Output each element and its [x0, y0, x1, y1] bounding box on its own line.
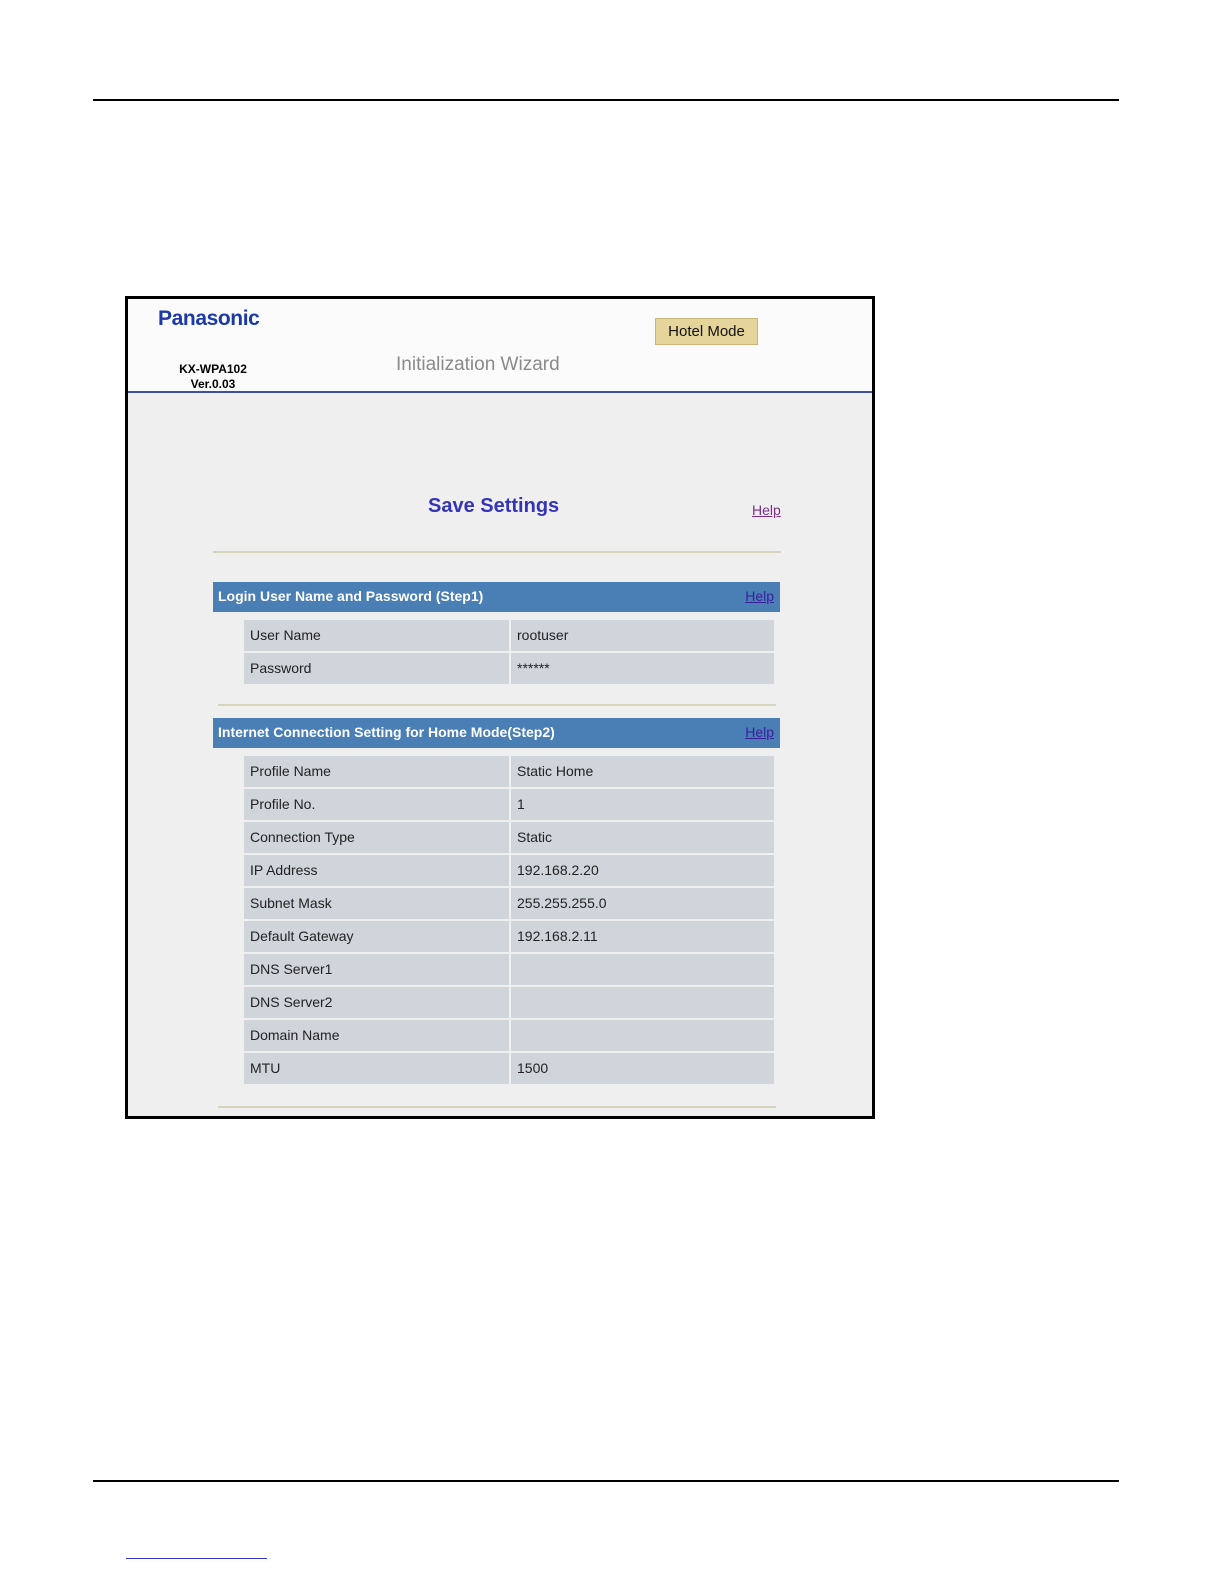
table-row: [244, 921, 774, 952]
step2-help-link[interactable]: Help: [745, 724, 774, 740]
wizard-title: Initialization Wizard: [396, 354, 560, 375]
step1-help-link[interactable]: Help: [745, 588, 774, 604]
setting-value: [511, 1020, 774, 1051]
screenshot-frame: [125, 296, 875, 1119]
setting-label: Profile No.: [244, 789, 509, 820]
setting-value: 1: [511, 789, 774, 820]
header-divider: [128, 391, 872, 393]
panasonic-logo: Panasonic: [158, 307, 260, 330]
section-step2-header: [213, 718, 780, 748]
table-row: [244, 822, 774, 853]
page-top-rule: [93, 99, 1119, 101]
setting-label: DNS Server1: [244, 954, 509, 985]
setting-label: Domain Name: [244, 1020, 509, 1051]
setting-label: Connection Type: [244, 822, 509, 853]
setting-value: 255.255.255.0: [511, 888, 774, 919]
page-bottom-rule: [93, 1480, 1119, 1482]
footer-link-underline: [126, 1558, 267, 1559]
setting-label: Password: [244, 653, 509, 684]
setting-value: [511, 954, 774, 985]
firmware-version: Ver.0.03: [190, 377, 236, 391]
app-header: [128, 299, 872, 391]
table-row: [244, 620, 774, 651]
setting-value: 192.168.2.20: [511, 855, 774, 886]
setting-label: DNS Server2: [244, 987, 509, 1018]
section-step1-header: [213, 582, 780, 612]
table-row: [244, 954, 774, 985]
step1-table: [244, 620, 774, 686]
table-row: [244, 987, 774, 1018]
table-row: [244, 855, 774, 886]
divider: [218, 1106, 776, 1108]
setting-value: [511, 987, 774, 1018]
setting-label: MTU: [244, 1053, 509, 1084]
divider: [213, 551, 781, 553]
setting-value: 1500: [511, 1053, 774, 1084]
table-row: [244, 888, 774, 919]
step2-table: [244, 756, 774, 1086]
setting-value: ******: [511, 653, 774, 684]
setting-label: IP Address: [244, 855, 509, 886]
setting-value: Static: [511, 822, 774, 853]
table-row: [244, 1053, 774, 1084]
table-row: [244, 789, 774, 820]
setting-label: Subnet Mask: [244, 888, 509, 919]
section-title: Internet Connection Setting for Home Mode(Step2): [218, 724, 555, 740]
setting-label: Profile Name: [244, 756, 509, 787]
page-title: Save Settings: [428, 495, 560, 517]
setting-label: Default Gateway: [244, 921, 509, 952]
setting-value: 192.168.2.11: [511, 921, 774, 952]
setting-value: Static Home: [511, 756, 774, 787]
table-row: [244, 1020, 774, 1051]
table-row: [244, 756, 774, 787]
setting-value: rootuser: [511, 620, 774, 651]
model-name: KX-WPA102: [179, 362, 247, 376]
table-row: [244, 653, 774, 684]
setting-label: User Name: [244, 620, 509, 651]
device-info: [163, 362, 263, 392]
hotel-mode-button[interactable]: Hotel Mode: [655, 318, 758, 345]
divider: [218, 704, 776, 706]
help-link[interactable]: Help: [752, 502, 781, 518]
section-title: Login User Name and Password (Step1): [218, 588, 484, 604]
